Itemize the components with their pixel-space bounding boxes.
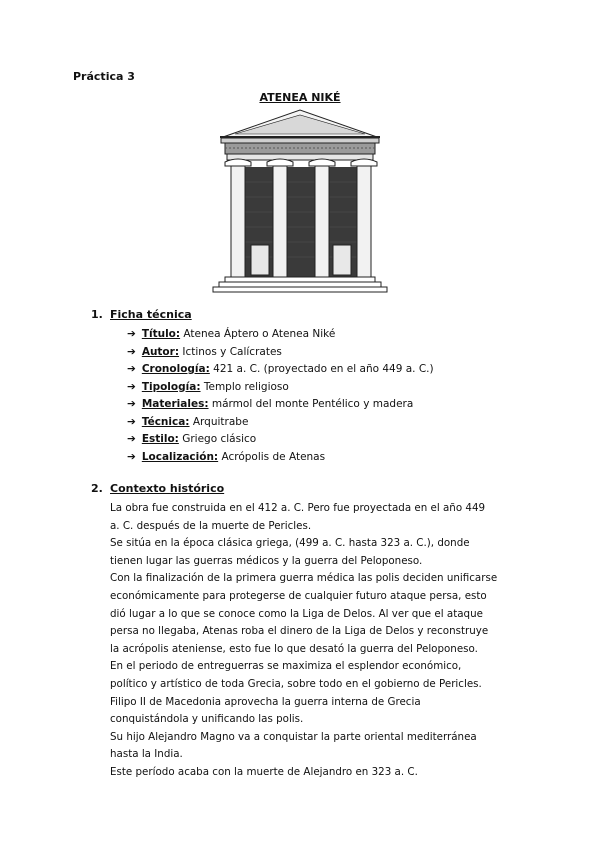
arrow-right-icon: ➔ bbox=[127, 415, 136, 428]
ficha-item bbox=[127, 449, 434, 467]
ficha-item bbox=[127, 431, 434, 449]
ficha-item bbox=[127, 326, 434, 344]
arrow-right-icon: ➔ bbox=[127, 345, 136, 358]
paragraph-line: Se sitúa en la época clásica griega, (499 a. C. hasta 323 a. C.), donde bbox=[110, 537, 470, 550]
ficha-key: Estilo: bbox=[141, 433, 179, 445]
page-title: ATENEA NIKÉ bbox=[259, 91, 341, 104]
temple-illustration bbox=[205, 107, 395, 297]
ficha-value: Griego clásico bbox=[178, 433, 257, 445]
ficha-key: Autor: bbox=[141, 345, 180, 358]
arrow-right-icon: ➔ bbox=[127, 398, 136, 410]
ficha-key: Materiales: bbox=[141, 398, 209, 410]
section-title: Ficha técnica bbox=[110, 308, 192, 321]
section-number: 2. bbox=[91, 482, 103, 495]
section-title: Contexto histórico bbox=[110, 482, 225, 495]
arrow-right-icon: ➔ bbox=[127, 380, 136, 393]
paragraph-line: persa no llegaba, Atenas roba el dinero de la Liga de Delos y reconstruye bbox=[110, 625, 489, 638]
paragraph-line: Filipo II de Macedonia aprovecha la guerra interna de Grecia bbox=[110, 695, 421, 708]
arrow-right-icon: ➔ bbox=[127, 328, 136, 340]
paragraph-line: a. C. después de la muerte de Pericles. bbox=[110, 519, 312, 532]
paragraph-line: la acrópolis ateniense, esto fue lo que desató la guerra del Peloponeso. bbox=[110, 642, 478, 655]
section-ficha-heading bbox=[91, 308, 192, 321]
ficha-value: Atenea Áptero o Atenea Niké bbox=[180, 328, 336, 340]
ficha-item bbox=[127, 414, 434, 432]
ficha-item bbox=[127, 361, 434, 379]
ficha-key: Técnica: bbox=[141, 415, 190, 428]
paragraph-line: conquistándola y unificando las polis. bbox=[110, 713, 304, 726]
arrow-right-icon: ➔ bbox=[127, 433, 136, 445]
ficha-value: Acrópolis de Atenas bbox=[218, 450, 326, 463]
paragraph-line: dió lugar a lo que se conoce como la Liga de Delos. Al ver que el ataque bbox=[110, 607, 483, 620]
paragraph-line: En el periodo de entreguerras se maximiza el esplendor económico, bbox=[110, 660, 462, 673]
arrow-right-icon: ➔ bbox=[127, 363, 136, 375]
paragraph-line: Este período acaba con la muerte de Alejandro en 323 a. C. bbox=[110, 765, 418, 778]
paragraph-line: económicamente para protegerse de cualquier futuro ataque persa, esto bbox=[110, 589, 487, 602]
ficha-list bbox=[127, 326, 434, 466]
ficha-key: Tipología: bbox=[141, 380, 201, 393]
paragraph-line: político y artístico de toda Grecia, sobre todo en el gobierno de Pericles. bbox=[110, 677, 482, 690]
paragraph-line: tienen lugar las guerras médicos y la guerra del Peloponeso. bbox=[110, 554, 423, 567]
ficha-item bbox=[127, 396, 434, 414]
paragraph-line: Su hijo Alejandro Magno va a conquistar la parte oriental mediterránea bbox=[110, 730, 477, 743]
ficha-value: Ictinos y Calícrates bbox=[179, 345, 282, 358]
ficha-item bbox=[127, 344, 434, 362]
paragraph-line: La obra fue construida en el 412 a. C. Pero fue proyectada en el año 449 bbox=[110, 502, 486, 514]
practice-label: Práctica 3 bbox=[73, 70, 135, 83]
contexto-body bbox=[110, 500, 535, 782]
ficha-key: Cronología: bbox=[141, 363, 210, 375]
ficha-value: Templo religioso bbox=[200, 380, 289, 393]
ficha-value: 421 a. C. (proyectado en el año 449 a. C.) bbox=[209, 363, 434, 375]
ficha-value: Arquitrabe bbox=[189, 415, 249, 428]
paragraph-line: hasta la India. bbox=[110, 748, 183, 761]
section-number: 1. bbox=[91, 308, 103, 321]
ficha-key: Título: bbox=[141, 328, 181, 340]
ficha-item bbox=[127, 379, 434, 397]
ficha-value: mármol del monte Pentélico y madera bbox=[208, 398, 414, 410]
paragraph-line: Con la finalización de la primera guerra médica las polis deciden unificarse bbox=[110, 572, 498, 585]
section-contexto-heading bbox=[91, 482, 224, 495]
ficha-key: Localización: bbox=[141, 450, 219, 463]
arrow-right-icon: ➔ bbox=[127, 450, 136, 463]
